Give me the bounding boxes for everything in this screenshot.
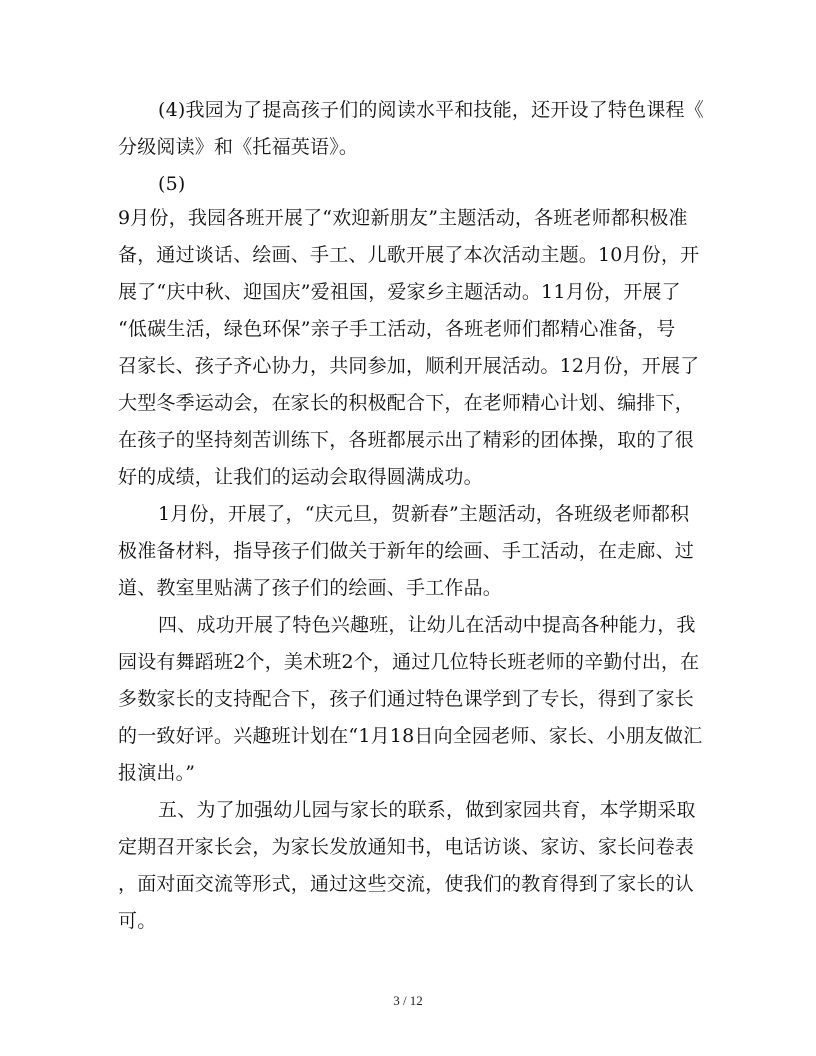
- paragraph-5-line-6: 大型冬季运动会，在家长的积极配合下，在老师精心计划、编排下，: [118, 392, 695, 414]
- paragraph-8-line-1: 五、为了加强幼儿园与家长的联系，做到家园共育，本学期采取: [158, 799, 696, 821]
- paragraph-8-line-3: ，面对面交流等形式，通过这些交流，使我们的教育得到了家长的认: [118, 873, 695, 895]
- paragraph-6-line-1: 1月份，开展了，“庆元旦，贺新春”主题活动，各班级老师都积: [158, 503, 690, 525]
- paragraph-5-line-2: 备，通过谈话、绘画、手工、儿歌开展了本次活动主题。10月份，开: [118, 244, 700, 266]
- page-number: 3 / 12: [393, 993, 423, 1008]
- paragraph-5-line-8: 好的成绩，让我们的运动会取得圆满成功。: [118, 466, 483, 488]
- paragraph-5-line-5: 召家长、孩子齐心协力，共同参加，顺利开展活动。12月份，开展了: [118, 355, 700, 377]
- paragraph-5-line-3: 展了“庆中秋、迎国庆”爱祖国，爱家乡主题活动。11月份，开展了: [118, 281, 681, 303]
- paragraph-7-line-2: 园设有舞蹈班2个，美术班2个，通过几位特长班老师的辛勤付出，在: [118, 651, 700, 673]
- paragraph-5-marker: (5): [158, 173, 186, 195]
- paragraph-4-line-1: (4)我园为了提高孩子们的阅读水平和技能，还开设了特色课程《: [158, 99, 704, 121]
- paragraph-6-line-2: 极准备材料，指导孩子们做关于新年的绘画、手工活动，在走廊、过: [118, 540, 695, 562]
- paragraph-5-line-7: 在孩子的坚持刻苦训练下，各班都展示出了精彩的团体操，取的了很: [118, 429, 695, 451]
- paragraph-4-line-2: 分级阅读》和《托福英语》。: [118, 136, 359, 158]
- paragraph-7-line-5: 报演出。”: [118, 762, 196, 784]
- paragraph-8-line-4: 可。: [118, 910, 157, 932]
- paragraph-7-line-3: 多数家长的支持配合下，孩子们通过特色课学到了专长，得到了家长: [118, 688, 695, 710]
- paragraph-7-line-4: 的一致好评。兴趣班计划在“1月18日向全园老师、家长、小朋友做汇: [118, 725, 703, 747]
- paragraph-8-line-2: 定期召开家长会，为家长发放通知书，电话访谈、家访、家长问卷表: [118, 836, 695, 858]
- paragraph-7-line-1: 四、成功开展了特色兴趣班，让幼儿在活动中提高各种能力，我: [158, 614, 696, 636]
- paragraph-5-line-4: “低碳生活，绿色环保”亲子手工活动，各班老师们都精心准备，号: [118, 318, 676, 340]
- paragraph-6-line-3: 道、教室里贴满了孩子们的绘画、手工作品。: [118, 577, 503, 599]
- paragraph-5-line-1: 9月份，我园各班开展了“欢迎新朋友”主题活动，各班老师都积极准: [118, 207, 688, 229]
